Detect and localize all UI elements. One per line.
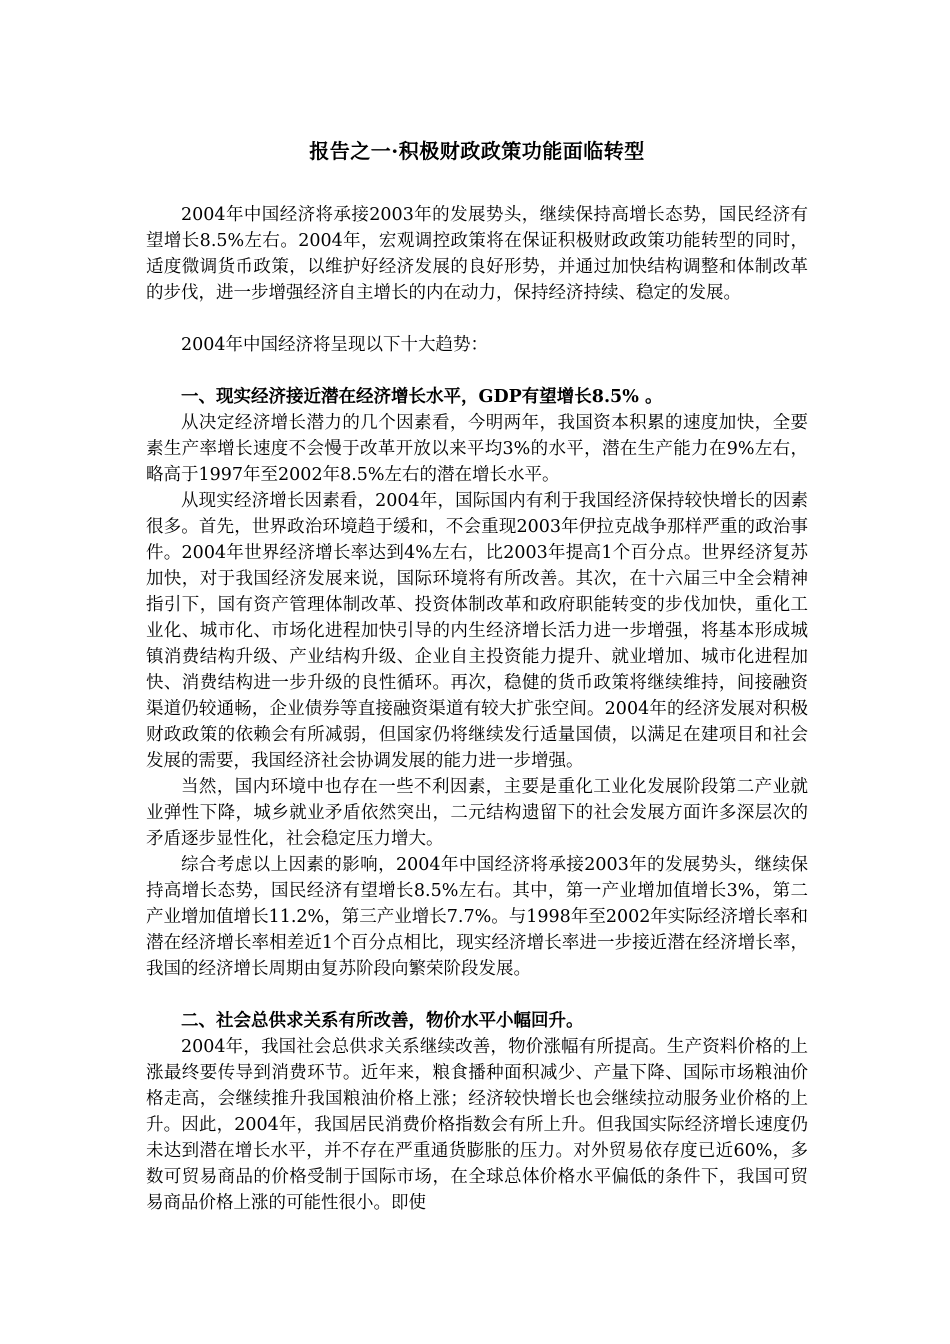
section-2-paragraph: 2004年，我国社会总供求关系继续改善，物价涨幅有所提高。生产资料价格的上涨最终要传导到消费环节。近年来，粮食播种面积减少、产量下降、国际市场粮油价格走高，会继续推升我国粮油价格上涨；经济较快增长也会继续拉动服务业价格的上升。因此，2004年，我国居民消费价格指数会有所上升。但我国实际经济增长速度仍未达到潜在增长水平，并不存在严重通货膨胀的压力。对外贸易依存度已近60%，多数可贸易商品的价格受制于国际市场，在全球总体价格水平偏低的条件下，我国可贸易商品价格上涨的可能性很小。即使 bbox=[146, 1037, 808, 1213]
section-2-heading: 二、社会总供求关系有所改善，物价水平小幅回升。 bbox=[181, 1011, 584, 1031]
intro-paragraph: 2004年中国经济将承接2003年的发展势头，继续保持高增长态势，国民经济有望增长8.5%左右。2004年，宏观调控政策将在保证积极财政政策功能转型的同时，适度微调货币政策，以维护好经济发展的良好形势，并通过加快结构调整和体制改革的步伐，进一步增强经济自主增长的内在动力，保持经济持续、稳定的发展。 bbox=[146, 205, 808, 303]
section-1-paragraph: 从现实经济增长因素看，2004年，国际国内有利于我国经济保持较快增长的因素很多。首先，世界政治环境趋于缓和，不会重现2003年伊拉克战争那样严重的政治事件。2004年世界经济增长率达到4%左右，比2003年提高1个百分点。世界经济复苏加快，对于我国经济发展来说，国际环境将有所改善。其次，在十六届三中全会精神指引下，国有资产管理体制改革、投资体制改革和政府职能转变的步伐加快，重化工业化、城市化、市场化进程加快引导的内生经济增长活力进一步增强，将基本形成城镇消费结构升级、产业结构升级、企业自主投资能力提升、就业增加、城市化进程加快、消费结构进一步升级的良性循环。再次，稳健的货币政策将继续维持，间接融资渠道仍较通畅，企业债券等直接融资渠道有较大扩张空间。2004年的经济发展对积极财政政策的依赖会有所减弱，但国家仍将继续发行适量国债，以满足在建项目和社会发展的需要，我国经济社会协调发展的能力进一步增强。 bbox=[146, 491, 808, 771]
section-1-heading: 一、现实经济接近潜在经济增长水平，GDP有望增长8.5% 。 bbox=[181, 387, 663, 407]
document-title: 报告之一·积极财政政策功能面临转型 bbox=[309, 139, 645, 163]
trends-lead-paragraph: 2004年中国经济将呈现以下十大趋势： bbox=[181, 335, 489, 355]
section-1-paragraph: 从决定经济增长潜力的几个因素看，今明两年，我国资本积累的速度加快，全要素生产率增长速度不会慢于改革开放以来平均3%的水平，潜在生产能力在9%左右，略高于1997年至2002年8.5%左右的潜在增长水平。 bbox=[146, 413, 808, 485]
section-1-paragraph: 当然，国内环境中也存在一些不利因素，主要是重化工业化发展阶段第二产业就业弹性下降，城乡就业矛盾依然突出，二元结构遗留下的社会发展方面许多深层次的矛盾逐步显性化，社会稳定压力增大。 bbox=[146, 777, 808, 849]
section-1-paragraph: 综合考虑以上因素的影响，2004年中国经济将承接2003年的发展势头，继续保持高增长态势，国民经济有望增长8.5%左右。其中，第一产业增加值增长3%，第二产业增加值增长11.2%，第三产业增长7.7%。与1998年至2002年实际经济增长率和潜在经济增长率相差近1个百分点相比，现实经济增长率进一步接近潜在经济增长率，我国的经济增长周期由复苏阶段向繁荣阶段发展。 bbox=[146, 855, 808, 979]
document-body bbox=[146, 138, 808, 1216]
